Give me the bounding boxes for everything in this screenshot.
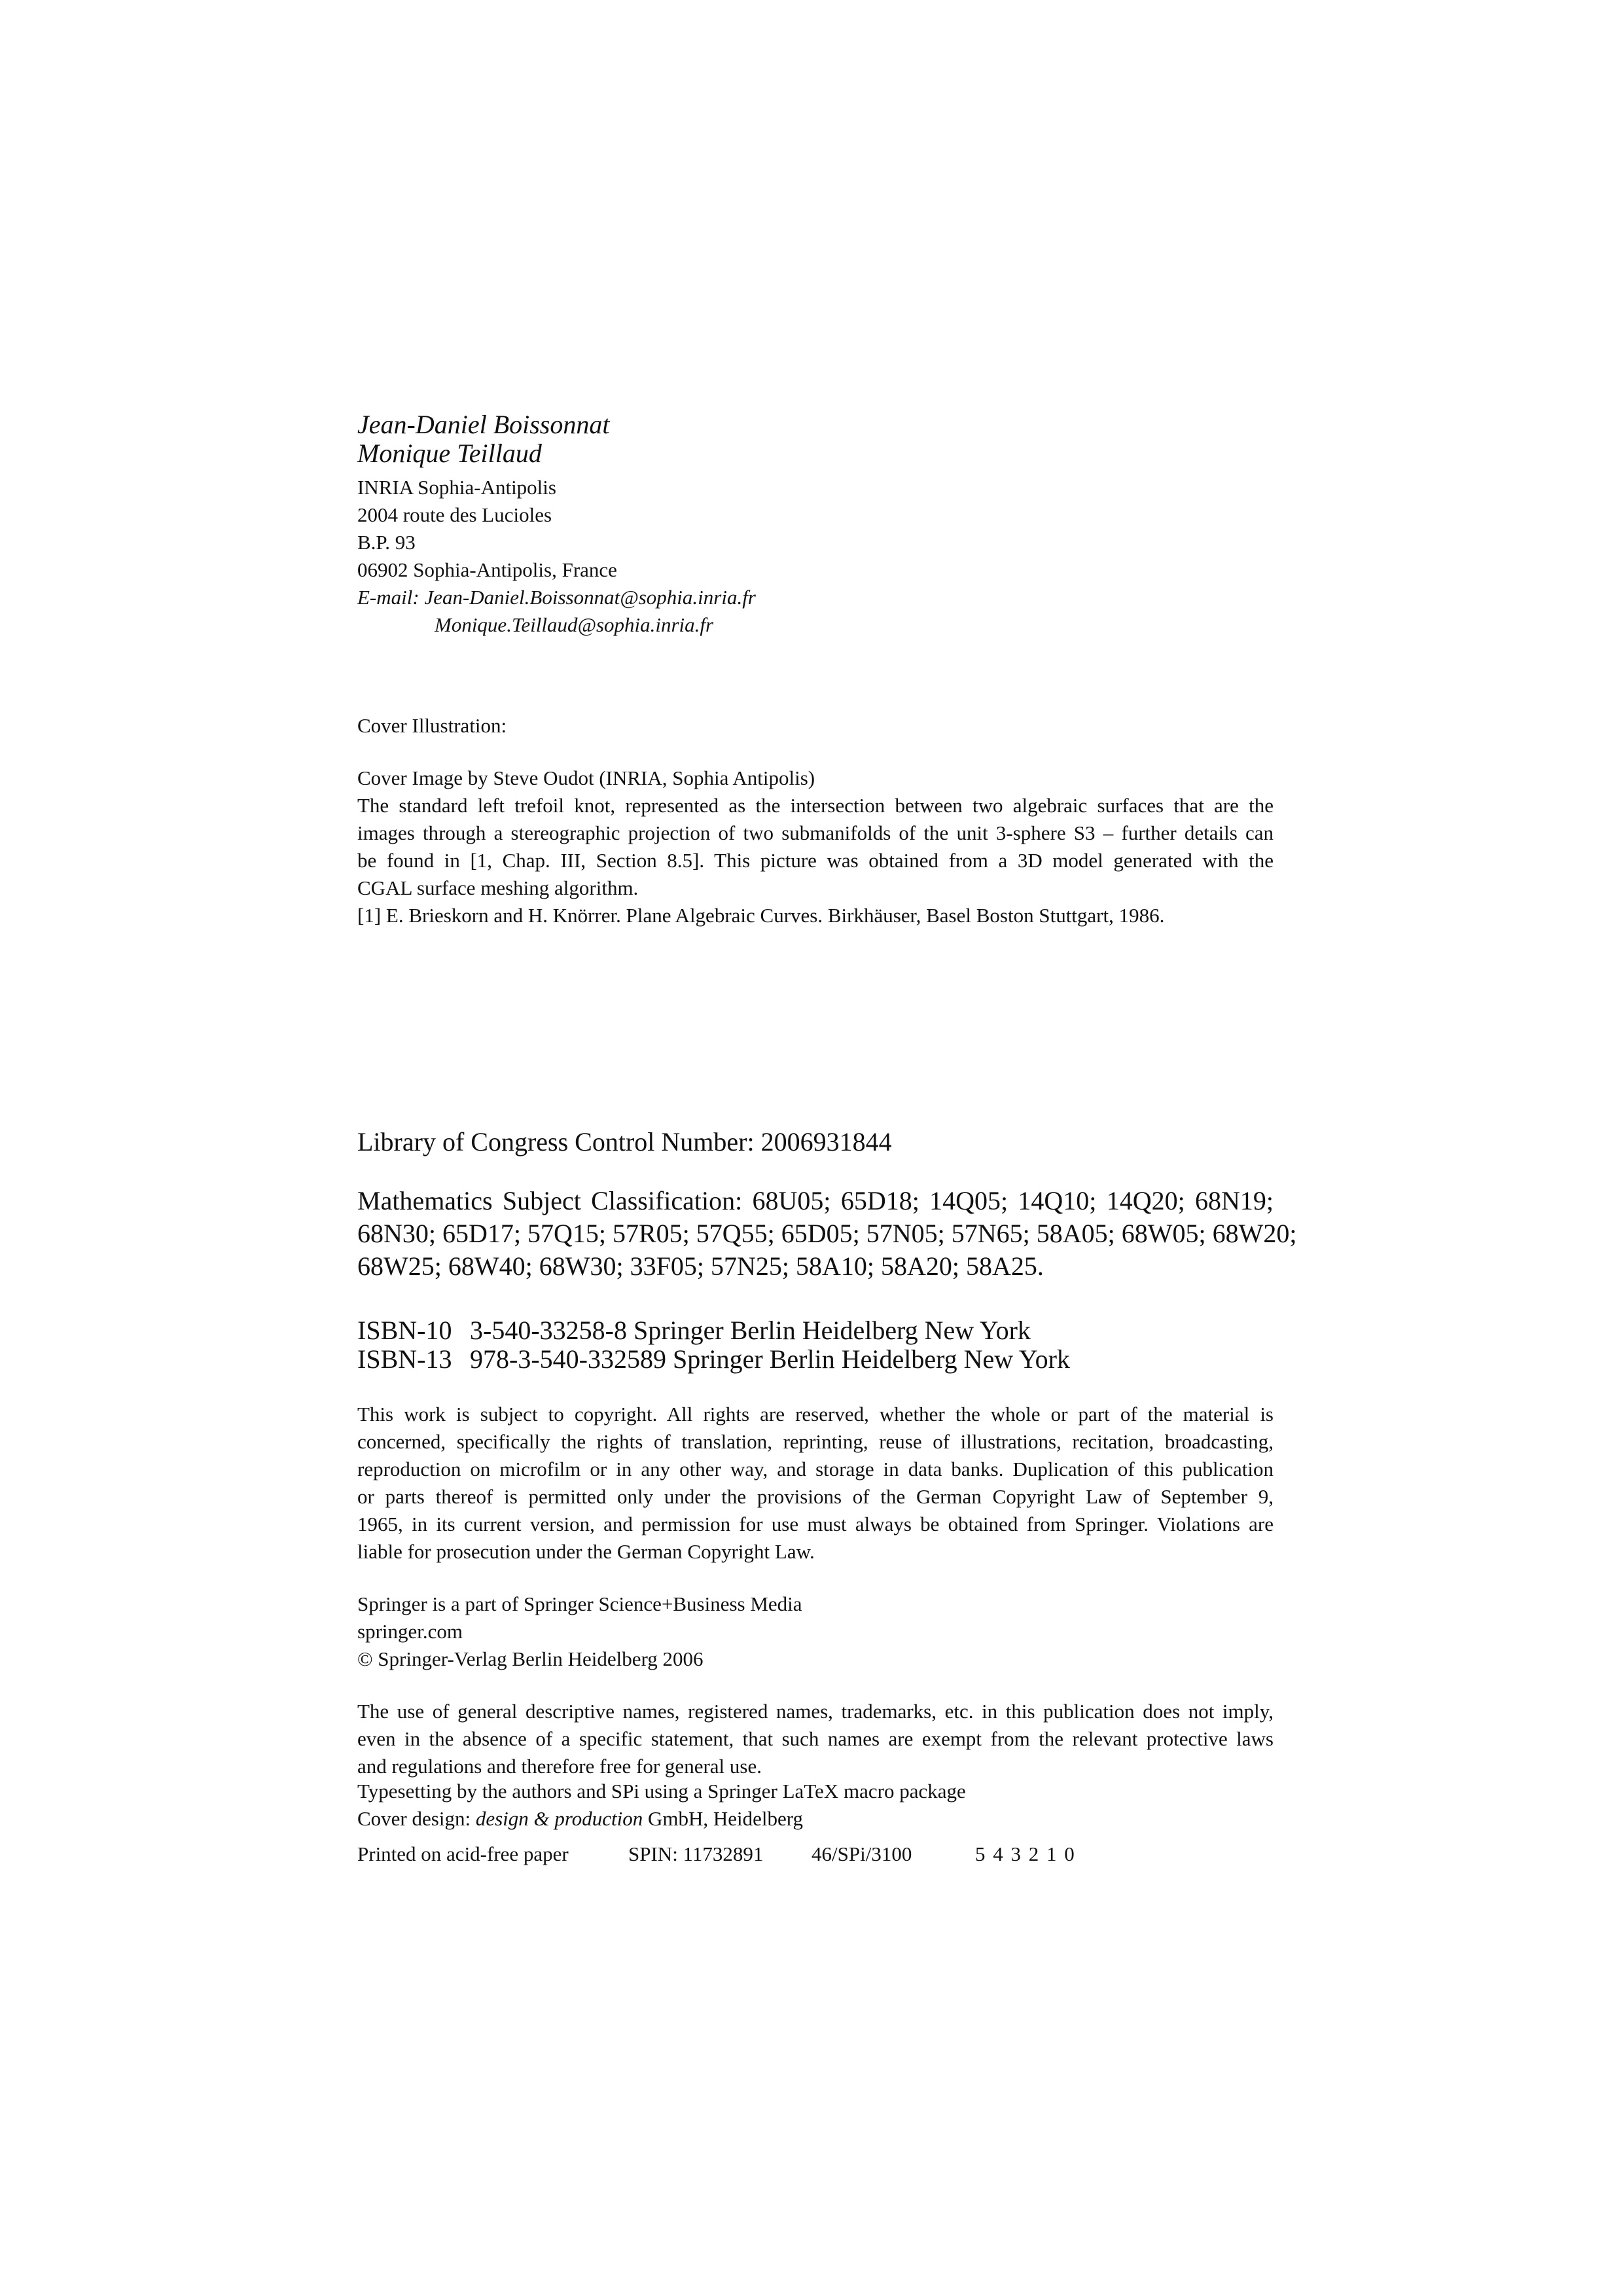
copyright-notice <box>357 1401 1274 1566</box>
names-line: even in the absence of a specific statement, that such names are exempt from the relevant protective laws <box>357 1727 1274 1750</box>
cover-description-line: The standard left trefoil knot, represented as the intersection between two algebraic surfaces that are the <box>357 794 1274 817</box>
email-link-1[interactable]: Jean-Daniel.Boissonnat@sophia.inria.fr <box>424 586 756 609</box>
msc-line: 68W25; 68W40; 68W30; 33F05; 57N25; 58A10; 58A20; 58A25. <box>357 1251 1044 1281</box>
cover-credit: Cover Image by Steve Oudot (INRIA, Sophia Antipolis) <box>357 766 815 789</box>
address-line-1: INRIA Sophia-Antipolis <box>357 476 556 499</box>
cover-design-suffix: GmbH, Heidelberg <box>643 1807 804 1830</box>
isbn-10-value: 3-540-33258-8 Springer Berlin Heidelberg New York <box>470 1316 1031 1345</box>
cover-design-prefix: Cover design: <box>357 1807 476 1830</box>
names-line: and regulations and therefore free for general use. <box>357 1755 762 1778</box>
copyright-line: concerned, specifically the rights of translation, reprinting, reuse of illustrations, recitation, broadcasting, <box>357 1430 1274 1453</box>
cover-reference: [1] E. Brieskorn and H. Knörrer. Plane Algebraic Curves. Birkhäuser, Basel Boston Stuttgart, 1986. <box>357 904 1165 927</box>
cover-heading: Cover Illustration: <box>357 714 507 737</box>
cover-design-line <box>357 1805 803 1833</box>
springer-url[interactable]: springer.com <box>357 1620 463 1643</box>
loc-control-number: Library of Congress Control Number: 2006931844 <box>357 1127 892 1157</box>
isbn-13-label: ISBN-13 <box>357 1344 452 1374</box>
typesetting-line <box>357 1778 966 1805</box>
cover-description-line: CGAL surface meshing algorithm. <box>357 876 639 899</box>
author-name-2: Monique Teillaud <box>357 439 542 468</box>
email-label: E-mail: <box>357 586 419 609</box>
email-line-1 <box>357 584 756 611</box>
acid-free-paper: Printed on acid-free paper <box>357 1842 569 1865</box>
copyright-line: liable for prosecution under the German Copyright Law. <box>357 1540 815 1563</box>
typesetting-prefix: Typesetting by the authors and SPi using a Springer <box>357 1780 783 1803</box>
author-name-1: Jean-Daniel Boissonnat <box>357 410 610 439</box>
address-line-4: 06902 Sophia-Antipolis, France <box>357 558 617 581</box>
copyright-line: 1965, in its current version, and permission for use must always be obtained from Springer. Violations are <box>357 1513 1274 1535</box>
msc-line: Mathematics Subject Classification: 68U05; 65D18; 14Q05; 14Q10; 14Q20; 68N19; <box>357 1186 1274 1215</box>
springer-copyright: © Springer-Verlag Berlin Heidelberg 2006 <box>357 1647 704 1670</box>
typesetting-suffix: macro package <box>838 1780 966 1803</box>
email-link-2[interactable]: Monique.Teillaud@sophia.inria.fr <box>435 613 714 636</box>
isbn-10-label: ISBN-10 <box>357 1316 452 1345</box>
print-run: 5 4 3 2 1 0 <box>975 1842 1076 1865</box>
descriptive-names-notice <box>357 1698 1274 1780</box>
cover-description <box>357 792 1274 929</box>
printing-line <box>357 1840 1274 1868</box>
cover-description-line: be found in [1, Chap. III, Section 8.5]. This picture was obtained from a 3D model generated with the <box>357 849 1274 872</box>
isbn-13 <box>357 1343 1070 1376</box>
print-code: 46/SPi/3100 <box>812 1842 912 1865</box>
names-line: The use of general descriptive names, registered names, trademarks, etc. in this publication does not imply, <box>357 1700 1274 1723</box>
copyright-line: This work is subject to copyright. All rights are reserved, whether the whole or part of the material is <box>357 1403 1274 1426</box>
copyright-line: or parts thereof is permitted only under the provisions of the German Copyright Law of September 9, <box>357 1485 1274 1508</box>
latex-logo: LaTeX <box>782 1780 839 1803</box>
springer-line-1: Springer is a part of Springer Science+Business Media <box>357 1592 802 1615</box>
isbn-13-value: 978-3-540-332589 Springer Berlin Heidelberg New York <box>470 1344 1070 1374</box>
msc-line: 68N30; 65D17; 57Q15; 57R05; 57Q55; 65D05; 57N05; 57N65; 58A05; 68W05; 68W20; <box>357 1219 1297 1248</box>
copyright-line: reproduction on microfilm or in any other way, and storage in data banks. Duplication of this publication <box>357 1458 1274 1480</box>
cover-description-line: images through a stereographic projection of two submanifolds of the unit 3-sphere S3 – further details can <box>357 821 1274 844</box>
isbn-10 <box>357 1314 1031 1347</box>
address-line-2: 2004 route des Lucioles <box>357 503 552 526</box>
address-line-3: B.P. 93 <box>357 531 416 554</box>
spin-number: SPIN: 11732891 <box>628 1842 764 1865</box>
cover-design-italic: design & production <box>475 1807 643 1830</box>
msc-block <box>357 1185 1297 1283</box>
